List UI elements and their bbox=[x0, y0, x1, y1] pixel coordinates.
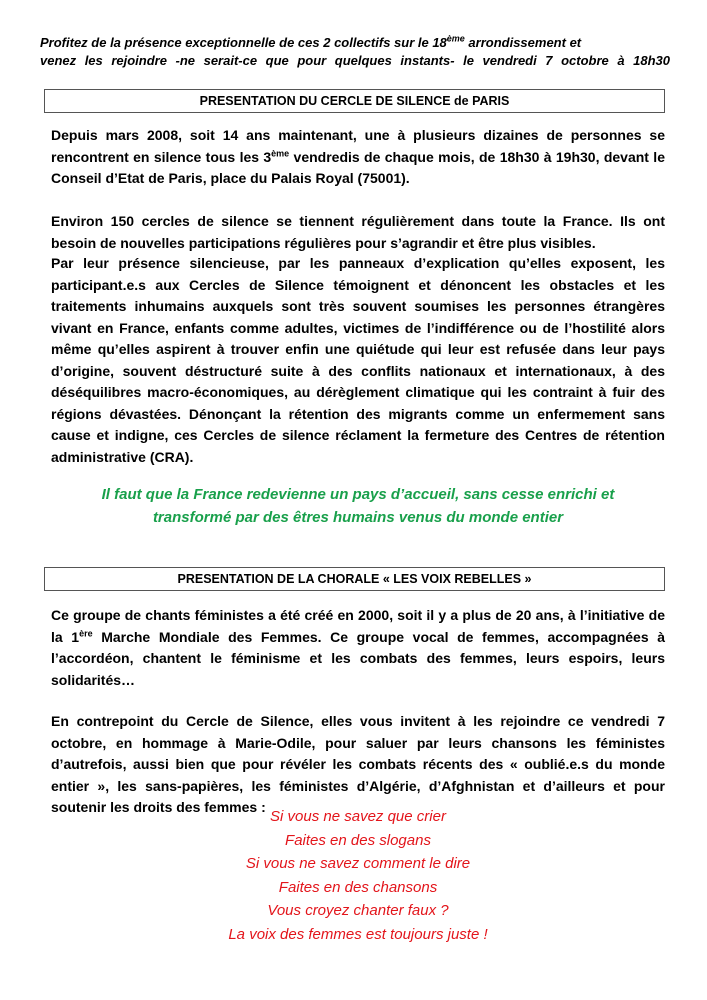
poem-line: Vous croyez chanter faux ? bbox=[267, 902, 449, 919]
poem-line: Faites en des slogans bbox=[285, 831, 431, 849]
poem-line: Si vous ne savez que crier bbox=[270, 808, 446, 825]
poem-line: La voix des femmes est toujours juste ! bbox=[228, 925, 488, 943]
section-1-paragraph-1: Depuis mars 2008, soit 14 ans maintenant, une à plusieurs dizaines de personnes se rencontrent en silence tous les 3ème vendredis de chaque mois, de 18h30 à 19h30, devant le Conseil d’Etat de Paris, place du Palais Royal (75001). bbox=[51, 127, 665, 186]
intro-superscript: ème bbox=[446, 33, 465, 44]
intro-line-1: Profitez de la présence exceptionnelle de ces 2 collectifs sur le 18ème arrondissement et bbox=[40, 33, 582, 50]
poem-line: Si vous ne savez comment le dire bbox=[245, 855, 471, 872]
intro-text bbox=[40, 34, 670, 70]
section-2-paragraph-2: En contrepoint du Cercle de Silence, elles vous invitent à les rejoindre ce vendredi 7 octobre, en hommage à Marie-Odile, pour saluer par leurs chansons les féministes d’autrefois, aussi bien que pour révéler les combats récents des « oublié.e.s du monde entier », les sans-papières, les féministes d’Algérie, d’Afghnistan et d’ailleurs et pour soutenir les droits des femmes : bbox=[51, 713, 665, 815]
section-1-title: PRESENTATION DU CERCLE DE SILENCE de PARIS bbox=[44, 89, 665, 113]
section-2-title: PRESENTATION DE LA CHORALE « LES VOIX REBELLES » bbox=[44, 567, 665, 591]
intro-line-2: venez les rejoindre -ne serait-ce que pour quelques instants- le vendredi 7 octobre à 18h30 bbox=[40, 53, 670, 68]
section-1-paragraph-2: Environ 150 cercles de silence se tiennent régulièrement dans toute la France. Ils ont besoin de nouvelles participations régulières pour s’agrandir et être plus visibles. bbox=[51, 213, 665, 251]
poem bbox=[51, 805, 665, 946]
poem-line: Faites en des chansons bbox=[278, 878, 438, 896]
section-1-paragraph-3: Par leur présence silencieuse, par les panneaux d’explication qu’elles exposent, les participant.e.s aux Cercles de Silence témoignent et dénoncent les obstacles et les traitements inhumains auxquels sont très souvent soumises les personnes étrangères vivant en France, enfants comme adultes, victimes de l’indifférence ou de l’hostilité alors même qu’elles aspirent à trouver enfin une quiétude qui leur est refusée dans leur pays d’origine, souvent déstructuré suite à des conflits nationaux et internationaux, à des déséquilibres macro-économiques, au dérèglement climatique qui les contraint à fuir des régions dévastées. Dénonçant la rétention des migrants comme un enfermement sans cause et indigne, ces Cercles de silence réclament la fermeture des Centres de rétention administrative (CRA). bbox=[51, 255, 665, 465]
section-2-paragraph-1: Ce groupe de chants féministes a été créé en 2000, soit il y a plus de 20 ans, à l’initiative de la 1ère Marche Mondiale des Femmes. Ce groupe vocal de femmes, accompagnées à l’accordéon, chantent le féminisme et les combats des femmes, leurs espoirs, leurs solidarités… bbox=[51, 607, 665, 688]
section-1-slogan: Il faut que la France redevienne un pays d’accueil, sans cesse enrichi et transformé par des êtres humains venus du monde entier bbox=[101, 486, 615, 526]
